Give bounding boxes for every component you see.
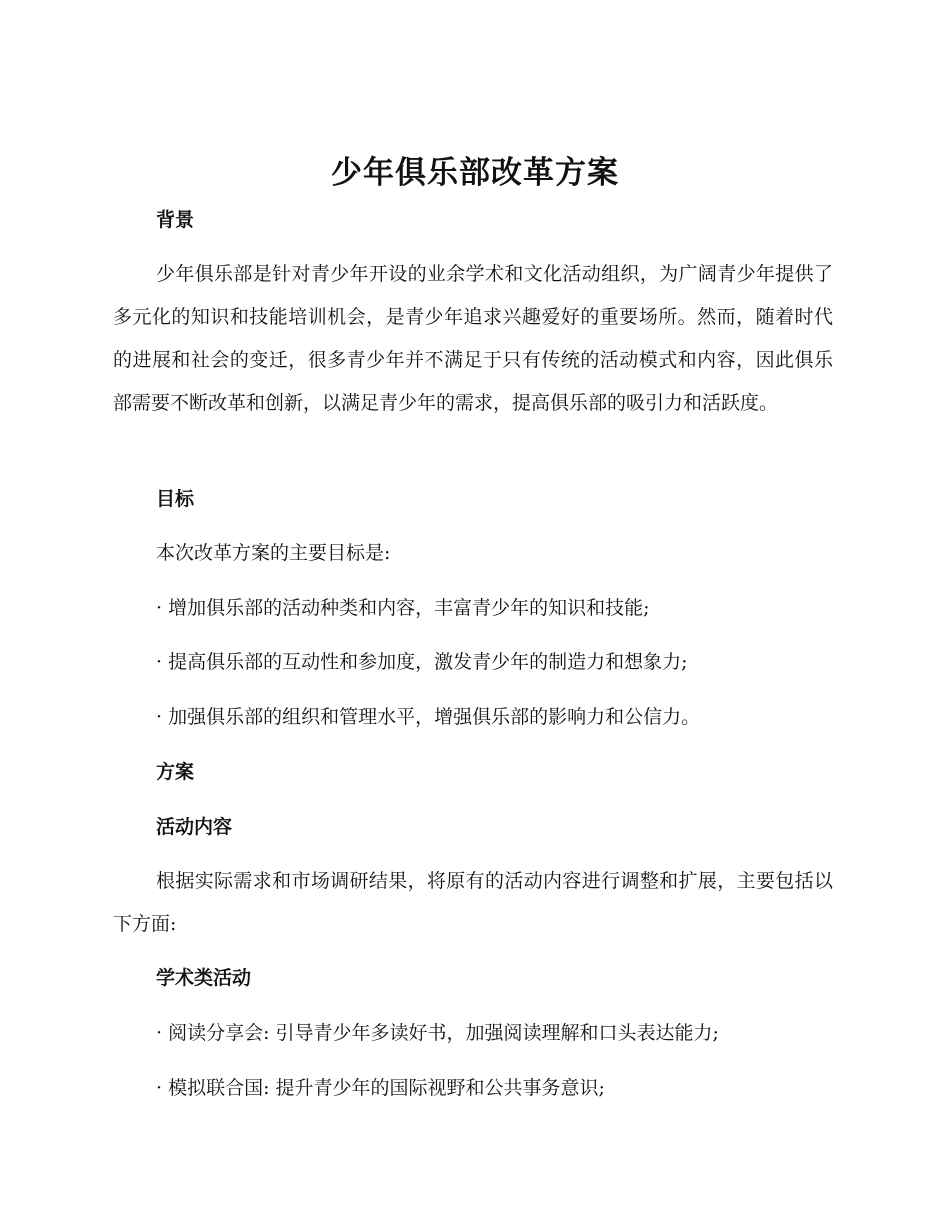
subheading-academic-activities: 学术类活动 <box>156 967 252 989</box>
goal-item-2: · 提高俱乐部的互动性和参加度，激发青少年的制造力和想象力; <box>156 651 688 673</box>
subheading-activity-content: 活动内容 <box>156 816 233 838</box>
activity-content-paragraph: 根据实际需求和市场调研结果，将原有的活动内容进行调整和扩展，主要包括以下方面: <box>113 870 833 935</box>
section-heading-plan: 方案 <box>156 761 195 783</box>
academic-item-1: · 阅读分享会: 引导青少年多读好书，加强阅读理解和口头表达能力; <box>156 1022 719 1044</box>
section-heading-goals: 目标 <box>156 488 195 510</box>
section-heading-background: 背景 <box>156 209 195 231</box>
document-title: 少年俱乐部改革方案 <box>331 155 619 191</box>
academic-item-2: · 模拟联合国: 提升青少年的国际视野和公共事务意识; <box>156 1077 605 1099</box>
goals-intro: 本次改革方案的主要目标是: <box>156 542 391 564</box>
background-paragraph: 少年俱乐部是针对青少年开设的业余学术和文化活动组织，为广阔青少年提供了多元化的知识和技能培训机会，是青少年追求兴趣爱好的重要场所。然而，随着时代的进展和社会的变迁，很多青少年并不满足于只有传统的活动模式和内容，因此俱乐部需要不断改革和创新，以满足青少年的需求，提高俱乐部的吸引力和活跃度。 <box>113 263 833 414</box>
goal-item-1: · 增加俱乐部的活动种类和内容，丰富青少年的知识和技能; <box>156 597 650 619</box>
goal-item-3: · 加强俱乐部的组织和管理水平，增强俱乐部的影响力和公信力。 <box>156 706 701 728</box>
